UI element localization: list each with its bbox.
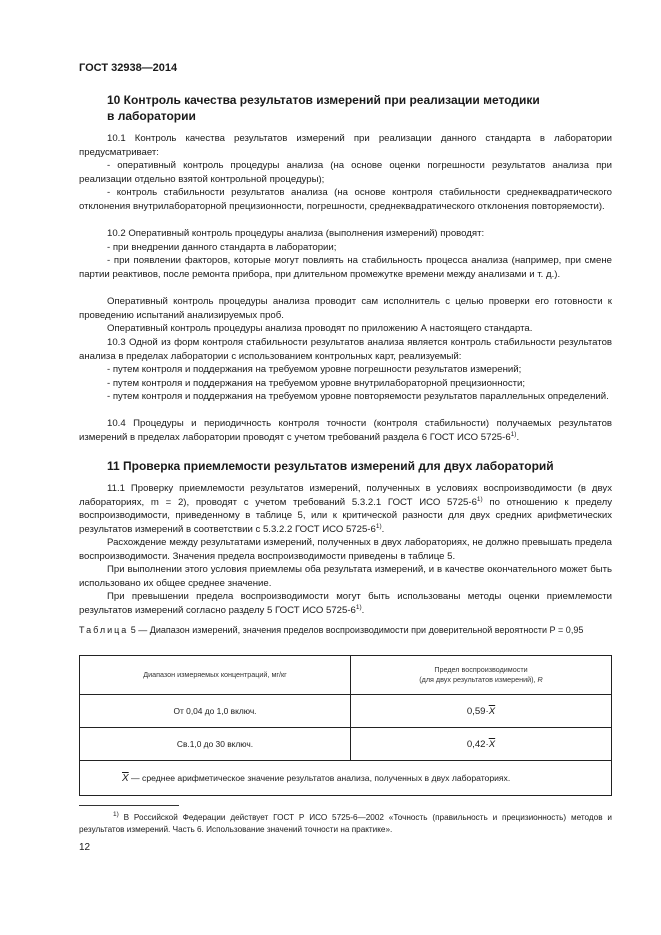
- section-10-heading: [107, 92, 597, 124]
- reproducibility-table: [79, 655, 612, 796]
- table-cell-limit: $0,59\cdot\overline{X}$: [351, 695, 612, 728]
- table-cell-range: Св.1,0 до 30 включ.: [80, 728, 351, 761]
- table-note-row: [80, 761, 612, 796]
- section-11-heading: 11 Проверка приемлемости результатов измерений для двух лабораторий: [107, 459, 554, 473]
- paragraph-operative-control: Оперативный контроль процедуры анализа проводит сам исполнитель с целью проверки его готовности к проведению испытаний анализируемых проб.: [79, 296, 612, 321]
- footnote-ref: 1): [375, 522, 382, 530]
- table-row: [80, 695, 612, 728]
- paragraph-10-1-item2: - контроль стабильности результатов анализа (на основе контроля стабильности среднеквадратического отклонения внутрилабораторной прецизионности, погрешности, среднеквадратического отклонения повторяемости).: [79, 187, 612, 212]
- table-caption: Таблица 5 — Диапазон измерений, значения пределов воспроизводимости при доверительной вероятности Р = 0,95: [79, 625, 584, 635]
- paragraph-10-1-item1: - оперативный контроль процедуры анализа (на основе оценки погрешности результатов анализа при реализации отдельно взятой контрольной процедуры);: [79, 160, 612, 185]
- paragraph-11-discrepancy: Расхождение между результатами измерений, полученных в двух лабораториях, не должно превышать предела воспроизводимости. Значения предела воспроизводимости приведены в таблице 5.: [79, 537, 612, 562]
- paragraph-10-3-item1: - путем контроля и поддержания на требуемом уровне погрешности результатов измерений;: [107, 364, 522, 375]
- section-10-title-line2: в лаборатории: [107, 109, 196, 123]
- table-note: $\overline{X}$ — среднее арифметическое значение результатов анализа, полученных в двух лабораториях.: [80, 761, 612, 796]
- paragraph-10-4: 10.4 Процедуры и периодичность контроля точности (контроля стабильности) получаемых результатов измерений в пределах лаборатории проводят с учетом требований раздела 6 ГОСТ ИСО 5725-6$^{1)}$.: [79, 418, 612, 443]
- table-row: [80, 728, 612, 761]
- footnote-ref: 1): [355, 603, 362, 611]
- page-number: 12: [79, 842, 91, 853]
- footnote-divider: [79, 805, 179, 806]
- table-cell-limit: $0,42\cdot\overline{X}$: [351, 728, 612, 761]
- paragraph-10-2-item1: - при внедрении данного стандарта в лаборатории;: [107, 242, 337, 253]
- paragraph-11-1: 11.1 Проверку приемлемости результатов измерений, полученных в условиях воспроизводимости (в двух лабораториях, m = 2), проводят с учетом требований 5.3.2.1 ГОСТ ИСО 5725-6$^{1)}$ по отношению к пределу воспроизводимости, приведенному в таблице 5, или к критической разности для двух средних арифметических результатов измерений в соответствии с 5.3.2.2 ГОСТ ИСО 5725-6$^{1)}$.: [79, 483, 612, 535]
- paragraph-10-2: 10.2 Оперативный контроль процедуры анализа (выполнения измерений) проводят:: [107, 228, 485, 239]
- section-10-title-line1: 10 Контроль качества результатов измерений при реализации методики: [107, 93, 540, 107]
- paragraph-11-exceeding: При превышении предела воспроизводимости могут быть использованы методы оценки приемлемости результатов измерений согласно разделу 5 ГОСТ ИСО 5725-6$^{1)}$.: [79, 591, 612, 616]
- document-code-header: ГОСТ 32938—2014: [79, 62, 178, 74]
- table-header-range: Диапазон измеряемых концентраций, мг/кг: [80, 656, 351, 695]
- table-cell-range: От 0,04 до 1,0 включ.: [80, 695, 351, 728]
- footnote: $^{1)}$ В Российской Федерации действует ГОСТ Р ИСО 5725-6—2002 «Точность (правильность и прецизионность) методов и результатов измерений. Часть 6. Использование значений точности на практике».: [79, 811, 612, 834]
- paragraph-appendix-a: Оперативный контроль процедуры анализа проводят по приложению А настоящего стандарта.: [107, 323, 533, 334]
- paragraph-10-2-item2: - при появлении факторов, которые могут повлиять на стабильность процесса анализа (например, при смене партии реактивов, после ремонта прибора, при длительном промежутке времени между анализами и т. д.).: [79, 255, 612, 280]
- table-header-limit: Предел воспроизводимости (для двух результатов измерений), R: [351, 656, 612, 695]
- paragraph-11-acceptance: При выполнении этого условия приемлемы оба результата измерений, и в качестве окончательного может быть использовано их общее среднее значение.: [79, 564, 612, 589]
- table-header-row: [80, 656, 612, 695]
- paragraph-10-3-item2: - путем контроля и поддержания на требуемом уровне внутрилабораторной прецизионности;: [107, 378, 526, 389]
- paragraph-10-1: 10.1 Контроль качества результатов измерений при реализации данного стандарта в лаборатории предусматривает:: [79, 133, 612, 158]
- footnote-ref: 1): [510, 430, 517, 438]
- paragraph-10-3-item3: - путем контроля и поддержания на требуемом уровне повторяемости результатов параллельных определений.: [107, 391, 609, 402]
- footnote-ref: 1): [476, 495, 483, 503]
- paragraph-10-3: 10.3 Одной из форм контроля стабильности результатов анализа является контроль стабильности результатов анализа в пределах лаборатории с использованием контрольных карт, реализуемый:: [79, 337, 612, 362]
